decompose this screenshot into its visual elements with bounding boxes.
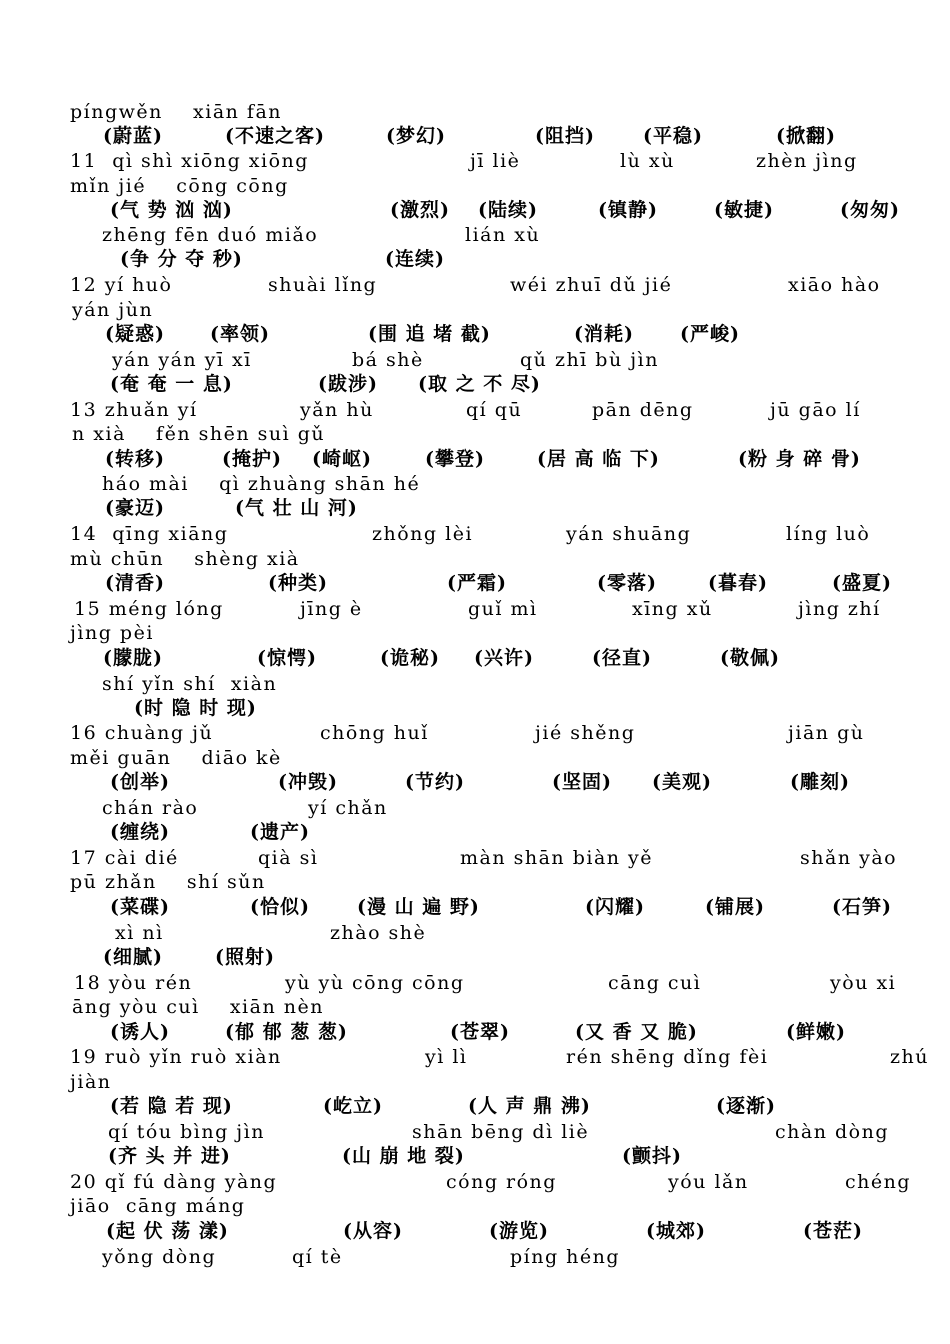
pinyin-text: shí yǐn shí xiàn [102, 673, 278, 695]
hanzi-word: (豪迈) [105, 497, 165, 519]
pinyin-text: yǒng dòng [102, 1246, 217, 1268]
pinyin-line [0, 721, 950, 745]
hanzi-word: (美观) [652, 771, 712, 793]
hanzi-line [0, 646, 950, 670]
pinyin-text: cāng cuì [608, 972, 702, 994]
hanzi-word: (转移) [105, 448, 165, 470]
hanzi-word: (游览) [489, 1220, 549, 1242]
pinyin-text: měi guān diāo kè [70, 747, 282, 769]
pinyin-text: yòu xi [830, 972, 897, 994]
pinyin-text: xīng xǔ [632, 598, 713, 620]
pinyin-text: píng héng [510, 1246, 621, 1268]
hanzi-word: (闪耀) [585, 896, 645, 918]
hanzi-word: (跋涉) [318, 373, 378, 395]
hanzi-word: (兴许) [474, 647, 534, 669]
pinyin-line [0, 547, 950, 571]
hanzi-word: (崎岖) [312, 448, 372, 470]
hanzi-word: (诡秘) [380, 647, 440, 669]
pinyin-text: 20 qǐ fú dàng yàng [70, 1171, 278, 1193]
hanzi-line [0, 1144, 950, 1168]
pinyin-text: qí tè [292, 1246, 343, 1268]
pinyin-text: 11 qì shì xiōng xiōng [70, 150, 309, 172]
hanzi-line [0, 124, 950, 148]
hanzi-word: (取 之 不 尽) [418, 373, 541, 395]
pinyin-text: wéi zhuī dǔ jié [510, 274, 673, 296]
pinyin-line [0, 597, 950, 621]
hanzi-word: (时 隐 时 现) [134, 697, 257, 719]
pinyin-text: jī liè [470, 150, 521, 172]
hanzi-word: (严霜) [447, 572, 507, 594]
hanzi-word: (掩护) [222, 448, 282, 470]
hanzi-line [0, 820, 950, 844]
hanzi-word: (苍翠) [450, 1021, 510, 1043]
hanzi-word: (冲毁) [278, 771, 338, 793]
hanzi-line [0, 447, 950, 471]
hanzi-word: (清香) [105, 572, 165, 594]
pinyin-text: xì nì [115, 922, 164, 944]
pinyin-line [0, 298, 950, 322]
pinyin-line [0, 472, 950, 496]
pinyin-text: líng luò [786, 523, 871, 545]
pinyin-line [0, 746, 950, 770]
hanzi-word: (照射) [215, 946, 275, 968]
pinyin-line [0, 796, 950, 820]
pinyin-text: zhào shè [330, 922, 427, 944]
pinyin-text: pān dēng [592, 399, 694, 421]
pinyin-text: yí chǎn [308, 797, 388, 819]
pinyin-text: qí tóu bìng jìn [108, 1121, 266, 1143]
hanzi-word: (起 伏 荡 漾) [106, 1220, 229, 1242]
hanzi-line [0, 945, 950, 969]
hanzi-word: (恰似) [250, 896, 310, 918]
pinyin-text: yán jùn [72, 299, 154, 321]
pinyin-line [0, 621, 950, 645]
pinyin-text: shǎn yào [800, 847, 898, 869]
hanzi-word: (山 崩 地 裂) [342, 1145, 465, 1167]
pinyin-text: chán rào [102, 797, 199, 819]
pinyin-text: 15 méng lóng [74, 598, 224, 620]
pinyin-text: jiān gù [788, 722, 865, 744]
pinyin-text: shuài lǐng [268, 274, 378, 296]
hanzi-line [0, 571, 950, 595]
pinyin-text: jìng pèi [70, 622, 154, 644]
pinyin-text: yù yù cōng cōng [285, 972, 465, 994]
hanzi-line [0, 198, 950, 222]
pinyin-text: rén shēng dǐng fèi [566, 1046, 769, 1068]
hanzi-word: (平稳) [643, 125, 703, 147]
hanzi-word: (铺展) [705, 896, 765, 918]
pinyin-line [0, 522, 950, 546]
hanzi-word: (粉 身 碎 骨) [738, 448, 861, 470]
hanzi-line [0, 1094, 950, 1118]
pinyin-text: háo mài qì zhuàng shān hé [102, 473, 421, 495]
pinyin-text: jié shěng [535, 722, 636, 744]
hanzi-word: (诱人) [110, 1021, 170, 1043]
pinyin-text: lù xù [620, 150, 675, 172]
pinyin-line [0, 149, 950, 173]
hanzi-word: (敏捷) [714, 199, 774, 221]
pinyin-text: zhú [890, 1046, 929, 1068]
pinyin-text: píngwěn xiān fān [70, 101, 283, 123]
hanzi-word: (不速之客) [225, 125, 325, 147]
pinyin-text: chéng [845, 1171, 912, 1193]
pinyin-text: 16 chuàng jǔ [70, 722, 214, 744]
hanzi-word: (掀翻) [776, 125, 836, 147]
hanzi-word: (漫 山 遍 野) [357, 896, 480, 918]
pinyin-text: cóng róng [446, 1171, 557, 1193]
pinyin-text: 19 ruò yǐn ruò xiàn [70, 1046, 282, 1068]
hanzi-word: (径直) [592, 647, 652, 669]
hanzi-word: (逐渐) [716, 1095, 776, 1117]
hanzi-word: (暮春) [708, 572, 768, 594]
hanzi-word: (奄 奄 一 息) [110, 373, 233, 395]
pinyin-text: jiàn [70, 1071, 112, 1093]
hanzi-word: (人 声 鼎 沸) [468, 1095, 591, 1117]
hanzi-word: (争 分 夺 秒) [120, 248, 243, 270]
pinyin-text: 14 qīng xiāng [70, 523, 229, 545]
pinyin-text: zhèn jìng [756, 150, 858, 172]
hanzi-word: (匆匆) [840, 199, 900, 221]
pinyin-text: qǔ zhī bù jìn [520, 349, 659, 371]
pinyin-text: 18 yòu rén [74, 972, 193, 994]
pinyin-line [0, 870, 950, 894]
pinyin-line [0, 971, 950, 995]
pinyin-line [0, 348, 950, 372]
hanzi-word: (颤抖) [622, 1145, 682, 1167]
pinyin-text: qià sì [258, 847, 319, 869]
hanzi-word: (率领) [210, 323, 270, 345]
pinyin-text: jiāo cāng máng [70, 1195, 246, 1217]
pinyin-text: āng yòu cuì xiān nèn [72, 996, 324, 1018]
pinyin-text: 13 zhuǎn yí [70, 399, 198, 421]
hanzi-word: (种类) [268, 572, 328, 594]
pinyin-text: 12 yí huò [70, 274, 173, 296]
hanzi-line [0, 247, 950, 271]
hanzi-word: (朦胧) [103, 647, 163, 669]
hanzi-word: (城郊) [646, 1220, 706, 1242]
hanzi-word: (陆续) [478, 199, 538, 221]
pinyin-text: guǐ mì [468, 598, 538, 620]
hanzi-word: (从容) [343, 1220, 403, 1242]
pinyin-line [0, 422, 950, 446]
hanzi-word: (创举) [110, 771, 170, 793]
pinyin-text: pū zhǎn shí sǔn [70, 871, 266, 893]
pinyin-line [0, 1070, 950, 1094]
pinyin-line [0, 273, 950, 297]
hanzi-word: (石笋) [832, 896, 892, 918]
hanzi-word: (若 隐 若 现) [110, 1095, 233, 1117]
hanzi-word: (激烈) [390, 199, 450, 221]
hanzi-word: (攀登) [425, 448, 485, 470]
hanzi-line [0, 1219, 950, 1243]
hanzi-word: (蔚蓝) [103, 125, 163, 147]
hanzi-word: (镇静) [598, 199, 658, 221]
pinyin-text: shān bēng dì liè [412, 1121, 590, 1143]
hanzi-line [0, 496, 950, 520]
pinyin-text: 17 cài dié [70, 847, 179, 869]
pinyin-line [0, 672, 950, 696]
pinyin-line [0, 995, 950, 1019]
hanzi-word: (疑惑) [105, 323, 165, 345]
hanzi-line [0, 696, 950, 720]
hanzi-word: (鲜嫩) [786, 1021, 846, 1043]
hanzi-word: (气 壮 山 河) [235, 497, 358, 519]
pinyin-text: yán shuāng [566, 523, 692, 545]
pinyin-text: yì lì [425, 1046, 468, 1068]
pinyin-text: jìng zhí [798, 598, 881, 620]
hanzi-word: (敬佩) [720, 647, 780, 669]
hanzi-word: (苍茫) [803, 1220, 863, 1242]
pinyin-line [0, 846, 950, 870]
pinyin-text: mù chūn shèng xià [70, 548, 300, 570]
pinyin-line [0, 174, 950, 198]
pinyin-text: jīng è [300, 598, 363, 620]
pinyin-text: bá shè [352, 349, 424, 371]
hanzi-word: (围 追 堵 截) [368, 323, 491, 345]
pinyin-text: mǐn jié cōng cōng [70, 175, 289, 197]
pinyin-text: yóu lǎn [668, 1171, 749, 1193]
pinyin-text: jū gāo lí [770, 399, 861, 421]
pinyin-text: yǎn hù [300, 399, 374, 421]
hanzi-word: (梦幻) [386, 125, 446, 147]
hanzi-word: (坚固) [552, 771, 612, 793]
pinyin-line [0, 1245, 950, 1269]
pinyin-line [0, 100, 950, 124]
hanzi-line [0, 372, 950, 396]
pinyin-text: chàn dòng [775, 1121, 889, 1143]
pinyin-line [0, 1045, 950, 1069]
hanzi-word: (菜碟) [110, 896, 170, 918]
pinyin-text: xiāo hào [788, 274, 881, 296]
hanzi-word: (惊愕) [257, 647, 317, 669]
hanzi-word: (齐 头 并 进) [108, 1145, 231, 1167]
hanzi-word: (零落) [597, 572, 657, 594]
pinyin-text: qí qū [466, 399, 523, 421]
hanzi-word: (连续) [385, 248, 445, 270]
pinyin-line [0, 398, 950, 422]
hanzi-word: (气 势 汹 汹) [110, 199, 233, 221]
pinyin-line [0, 1194, 950, 1218]
hanzi-word: (阻挡) [535, 125, 595, 147]
pinyin-line [0, 223, 950, 247]
hanzi-line [0, 1020, 950, 1044]
hanzi-word: (严峻) [680, 323, 740, 345]
hanzi-word: (屹立) [323, 1095, 383, 1117]
hanzi-line [0, 322, 950, 346]
hanzi-line [0, 895, 950, 919]
pinyin-text: n xià fěn shēn suì gǔ [72, 423, 326, 445]
hanzi-word: (郁 郁 葱 葱) [225, 1021, 348, 1043]
hanzi-word: (雕刻) [790, 771, 850, 793]
hanzi-word: (缠绕) [110, 821, 170, 843]
pinyin-text: chōng huǐ [320, 722, 429, 744]
pinyin-line [0, 1170, 950, 1194]
hanzi-line [0, 770, 950, 794]
hanzi-word: (盛夏) [832, 572, 892, 594]
pinyin-line [0, 1120, 950, 1144]
hanzi-word: (消耗) [574, 323, 634, 345]
hanzi-word: (遗产) [250, 821, 310, 843]
hanzi-word: (细腻) [103, 946, 163, 968]
pinyin-text: zhēng fēn duó miǎo [102, 224, 319, 246]
pinyin-text: lián xù [465, 224, 541, 246]
hanzi-word: (又 香 又 脆) [575, 1021, 698, 1043]
hanzi-word: (居 高 临 下) [537, 448, 660, 470]
pinyin-text: màn shān biàn yě [460, 847, 654, 869]
pinyin-line [0, 921, 950, 945]
pinyin-text: yán yán yī xī [112, 349, 252, 371]
pinyin-text: zhǒng lèi [372, 523, 474, 545]
hanzi-word: (节约) [405, 771, 465, 793]
